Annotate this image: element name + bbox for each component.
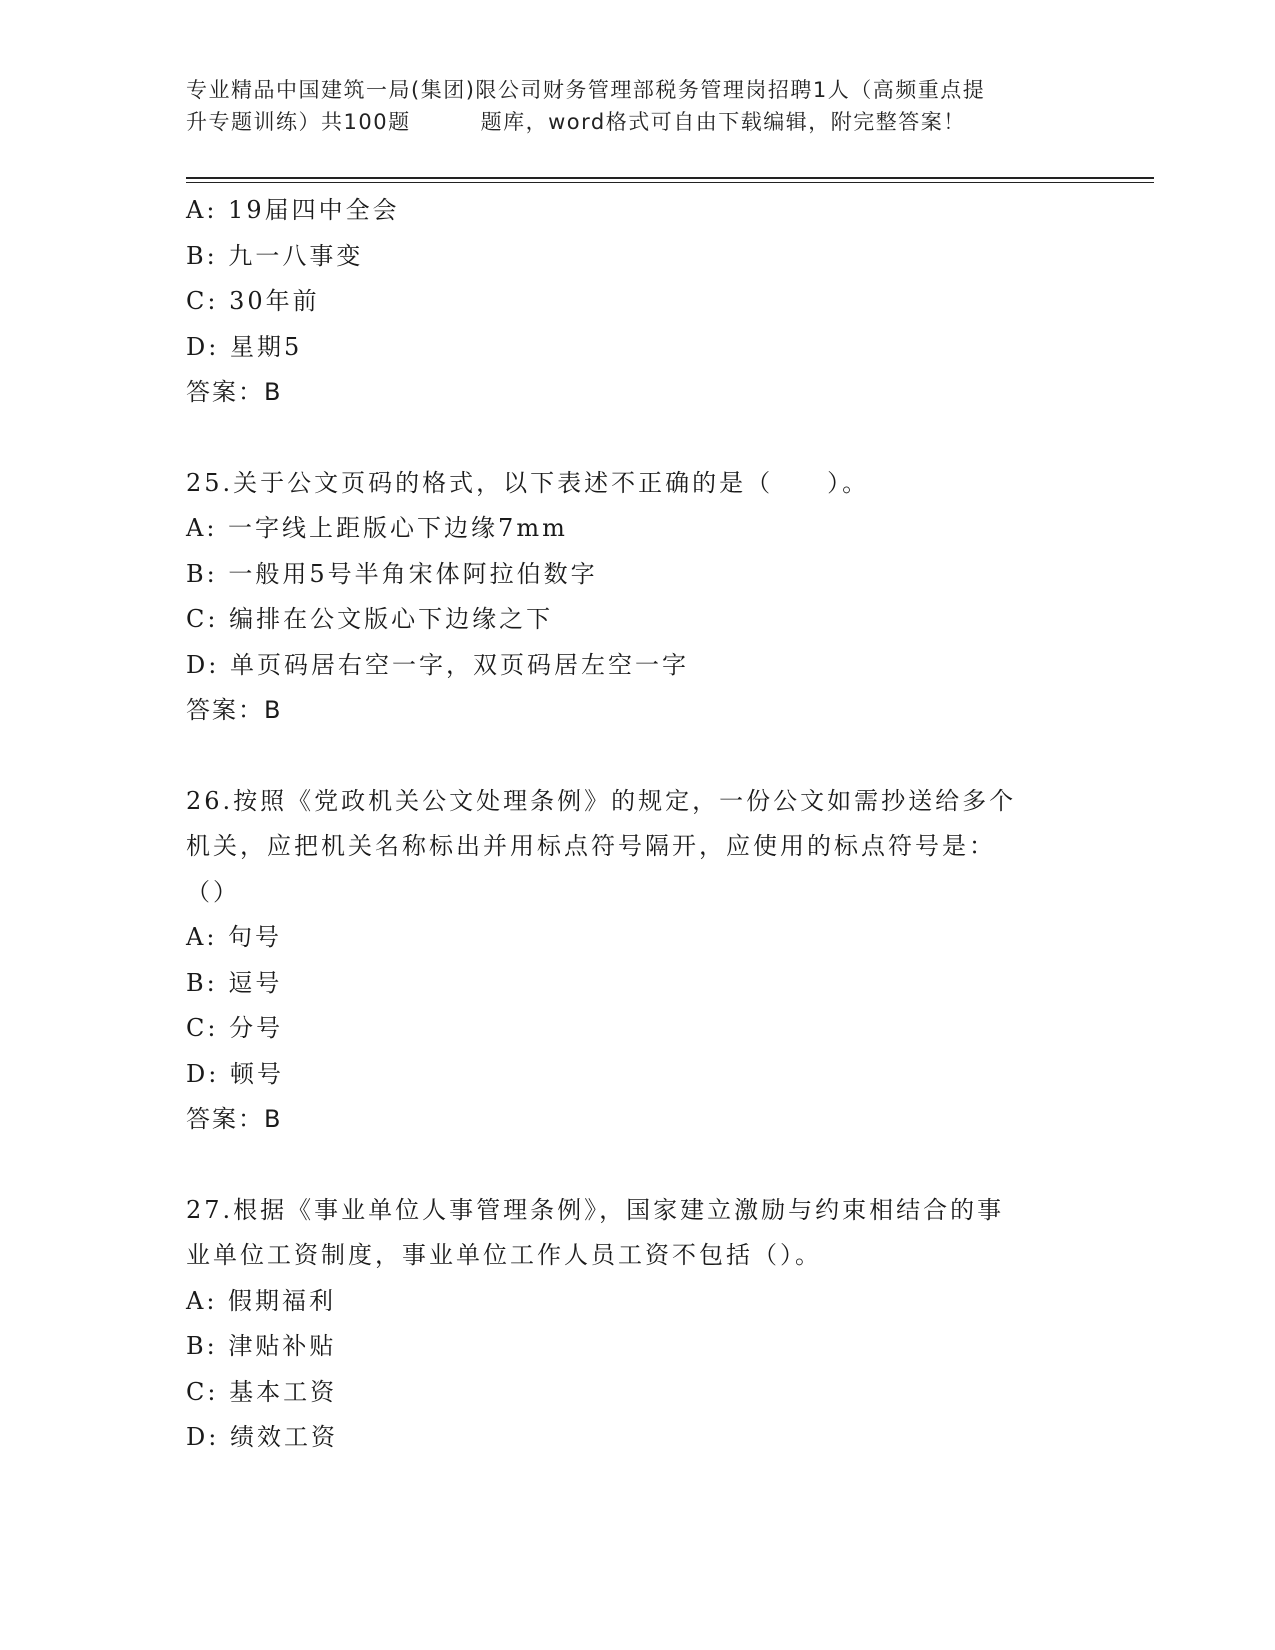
question-list — [186, 188, 1106, 1461]
question-stem: 26.按照《党政机关公文处理条例》的规定，一份公文如需抄送给多个 — [186, 786, 1017, 815]
option-c: C: 分号 — [186, 1014, 284, 1042]
option-d: D: 顿号 — [186, 1059, 284, 1088]
option-d: D: 单页码居右空一字，双页码居左空一字 — [186, 650, 689, 679]
option-b: B: 津贴补贴 — [186, 1332, 337, 1360]
header-line-2-right: 题库，word格式可自由下载编辑，附完整答案！ — [480, 110, 966, 134]
question-27 — [186, 1188, 1106, 1461]
option-d: D: 绩效工资 — [186, 1423, 338, 1451]
option-a: A: 19届四中全会 — [186, 196, 400, 224]
document-header — [186, 74, 1106, 138]
question-26 — [186, 779, 1106, 1143]
question-25 — [186, 461, 1106, 734]
option-d: D: 星期5 — [186, 332, 303, 361]
question-stem: 机关，应把机关名称标出并用标点符号隔开，应使用的标点符号是： — [186, 832, 996, 860]
question-stem: （） — [186, 877, 240, 906]
answer: 答案：B — [186, 378, 283, 406]
answer: 答案：B — [186, 696, 283, 724]
option-b: B: 一般用5号半角宋体阿拉伯数字 — [186, 559, 598, 588]
option-b: B: 九一八事变 — [186, 241, 364, 270]
header-rule-thick — [186, 177, 1154, 179]
answer: 答案：B — [186, 1105, 283, 1133]
header-line-2 — [186, 106, 1106, 138]
option-c: C: 基本工资 — [186, 1377, 338, 1406]
question-stem: 25.关于公文页码的格式，以下表述不正确的是（ ）。 — [186, 468, 870, 497]
option-c: C: 30年前 — [186, 287, 320, 315]
header-rule-thin — [186, 182, 1154, 183]
question-24 — [186, 188, 1106, 416]
header-line-2-left: 升专题训练）共100题 — [186, 110, 411, 134]
question-stem: 业单位工资制度，事业单位工作人员工资不包括（）。 — [186, 1241, 822, 1269]
option-a: A: 一字线上距版心下边缘7mm — [186, 514, 568, 542]
question-stem: 27.根据《事业单位人事管理条例》，国家建立激励与约束相结合的事 — [186, 1195, 1005, 1224]
option-a: A: 句号 — [186, 923, 283, 951]
option-b: B: 逗号 — [186, 968, 283, 997]
header-line-1: 专业精品中国建筑一局(集团)限公司财务管理部税务管理岗招聘1人（高频重点提 — [186, 78, 986, 102]
option-c: C: 编排在公文版心下边缘之下 — [186, 605, 554, 633]
option-a: A: 假期福利 — [186, 1286, 337, 1315]
